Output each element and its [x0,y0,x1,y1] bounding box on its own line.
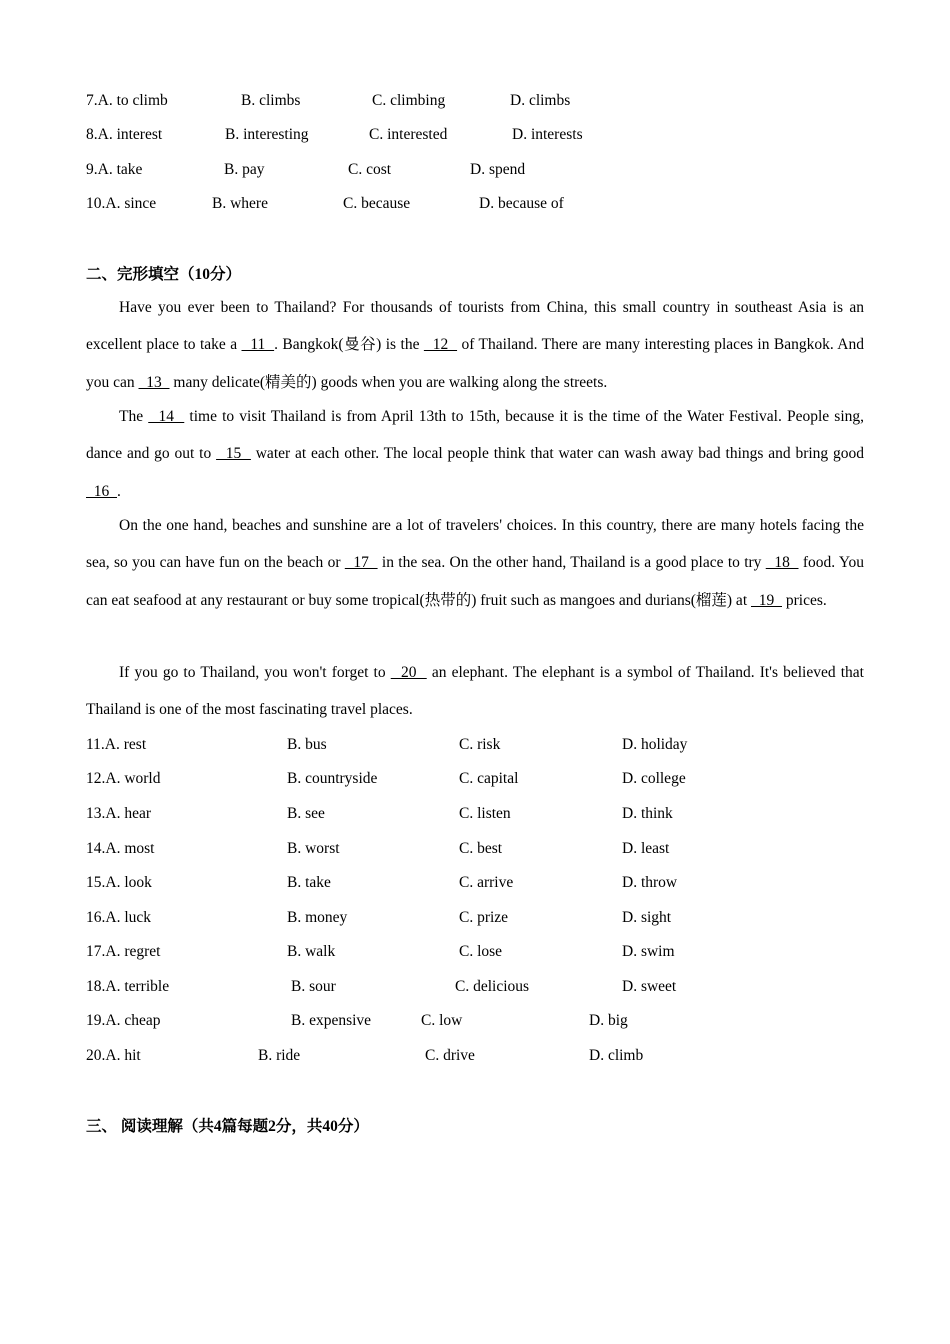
option-a: 14.A. most [86,840,155,857]
blank-13: 13 [138,373,170,391]
option-b: B. money [287,909,348,926]
option-b: B. ride [258,1047,301,1064]
option-c: C. listen [459,805,511,822]
option-c: C. lose [459,943,503,960]
option-a: 9.A. take [86,161,143,178]
option-a: 19.A. cheap [86,1012,161,1029]
option-d: D. spend [470,161,526,178]
option-a: 10.A. since [86,195,157,212]
option-d: D. climb [589,1047,644,1064]
passage-paragraph-3: On the one hand, beaches and sunshine are a lot of travelers' choices. In this country, there are many hotels facing the sea, so you can have fun on the beach or 17 in the sea. On the other hand, Thailand is a good place to try 18 food. You can eat seafood at any restaurant or buy some tropical(热带的) fruit such as mangoes and durians(榴莲) at 19 prices. [86,517,865,609]
option-b: B. climbs [241,92,301,109]
option-a: 17.A. regret [86,943,161,960]
option-b: B. see [287,805,325,822]
option-d: D. sight [622,909,672,926]
option-b: B. countryside [287,770,378,787]
option-c: C. drive [425,1047,475,1064]
option-d: D. least [622,840,670,857]
option-b: B. interesting [225,126,309,143]
option-c: C. interested [369,126,448,143]
option-c: C. best [459,840,503,857]
option-c: C. because [343,195,411,212]
option-c: C. risk [459,736,501,753]
blank-17: 17 [344,554,378,572]
option-c: C. cost [348,161,392,178]
option-a: 16.A. luck [86,909,152,926]
option-c: C. prize [459,909,509,926]
option-b: B. walk [287,943,336,960]
blank-20: 20 [390,664,427,681]
option-c: C. delicious [455,978,530,995]
option-d: D. interests [512,126,583,143]
option-b: B. bus [287,736,327,753]
option-d: D. swim [622,943,675,960]
option-c: C. low [421,1012,463,1029]
option-a: 7.A. to climb [86,92,168,109]
option-b: B. sour [291,978,336,995]
option-d: D. holiday [622,736,688,753]
blank-16: 16 [86,482,117,500]
option-a: 8.A. interest [86,126,163,143]
blank-14: 14 [148,408,185,425]
option-d: D. throw [622,874,678,891]
blank-18: 18 [765,554,799,572]
passage-paragraph-2: The 14 time to visit Thailand is from April 13th to 15th, because it is the time of the Water Festival. People sing, dance and go out to 15 water at each other. The local people think that water can wash away bad things and bring good 16 . [86,408,865,500]
option-a: 11.A. rest [86,736,147,753]
option-d: D. climbs [510,92,571,109]
option-d: D. because of [479,195,564,212]
blank-11: 11 [241,336,275,354]
option-a: 15.A. look [86,874,152,891]
option-d: D. think [622,805,673,822]
option-a: 12.A. world [86,770,161,787]
blank-12: 12 [423,336,458,354]
option-a: 20.A. hit [86,1047,141,1064]
option-d: D. college [622,770,686,787]
option-b: B. take [287,874,331,891]
section-2-heading: 二、完形填空（10分） [86,266,242,283]
option-a: 18.A. terrible [86,978,170,995]
section-3-heading: 三、 阅读理解（共4篇每题2分，共40分） [86,1118,369,1135]
option-c: C. climbing [372,92,446,109]
option-d: D. sweet [622,978,677,995]
option-b: B. where [212,195,268,212]
blank-19: 19 [751,591,782,609]
option-c: C. arrive [459,874,514,891]
passage-paragraph-1: Have you ever been to Thailand? For thousands of tourists from China, this small country in southeast Asia is an excellent place to take a 11 . Bangkok(曼谷) is the 12 of Thailand. There are many interesting places in Bangkok. And you can 13 many delicate(精美的) goods when you are walking along the streets. [86,299,864,391]
option-b: B. worst [287,840,340,857]
option-b: B. expensive [291,1012,372,1029]
option-a: 13.A. hear [86,805,151,822]
option-c: C. capital [459,770,519,787]
option-b: B. pay [224,161,265,178]
option-d: D. big [589,1012,628,1029]
blank-15: 15 [216,445,251,463]
passage-paragraph-4: If you go to Thailand, you won't forget to 20 an elephant. The elephant is a symbol of Thailand. It's believed that Thailand is one of the most fascinating travel places. [86,664,864,719]
